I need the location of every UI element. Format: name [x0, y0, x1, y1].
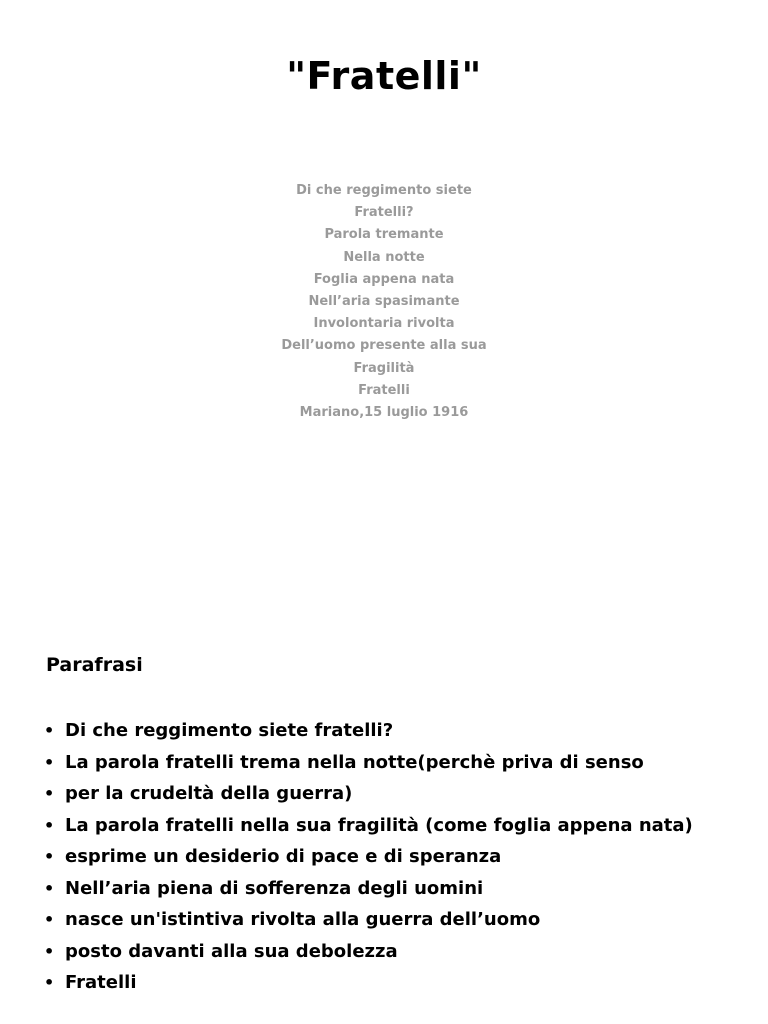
- parafrasi-heading: Parafrasi: [46, 654, 143, 676]
- list-item: [44, 904, 744, 936]
- poem-line: Dell’uomo presente alla sua: [281, 338, 487, 354]
- bullet-icon: •: [44, 941, 55, 961]
- bullet-icon: •: [44, 878, 55, 898]
- list-item-text: posto davanti alla sua debolezza: [65, 940, 398, 962]
- bullet-icon: •: [44, 973, 55, 992]
- poem-line: Fragilità: [353, 360, 415, 376]
- poem-line: Di che reggimento siete: [296, 183, 472, 198]
- poem-line: Foglia appena nata: [313, 271, 455, 287]
- bullet-icon: •: [44, 784, 55, 803]
- list-item-text: esprime un desiderio di pace e di speranza: [65, 846, 502, 867]
- list-item-text: nasce un'istintiva rivolta alla guerra dell’uomo: [65, 909, 541, 930]
- list-item-text: Nell’aria piena di sofferenza degli uomini: [65, 877, 484, 899]
- bullet-icon: •: [44, 815, 55, 835]
- poem-line: Parola tremante: [324, 227, 444, 243]
- list-item: [44, 810, 744, 842]
- parafrasi-list: [44, 715, 744, 999]
- list-item-text: Fratelli: [65, 972, 137, 993]
- poem-line: Nella notte: [343, 249, 425, 265]
- bullet-icon: •: [44, 910, 55, 929]
- list-item: [44, 747, 744, 779]
- bullet-icon: •: [44, 847, 55, 866]
- poem-line: Fratelli: [358, 382, 410, 398]
- page-title: "Fratelli": [286, 54, 482, 98]
- list-item-text: La parola fratelli nella sua fragilità (come foglia appena nata): [65, 814, 693, 836]
- list-item: [44, 715, 744, 747]
- list-item-text: per la crudeltà della guerra): [65, 783, 353, 804]
- list-item: [44, 873, 744, 905]
- poem-line: Fratelli?: [354, 205, 414, 221]
- poem-line: Nell’aria spasimante: [308, 293, 460, 309]
- list-item-text: La parola fratelli trema nella notte(perchè priva di senso: [65, 751, 644, 773]
- bullet-icon: •: [44, 752, 55, 772]
- poem-line: Involontaria rivolta: [313, 316, 455, 332]
- list-item: [44, 967, 744, 999]
- poem-block: [0, 180, 768, 424]
- list-item: [44, 778, 744, 810]
- list-item-text: Di che reggimento siete fratelli?: [65, 720, 394, 741]
- bullet-icon: •: [44, 721, 55, 740]
- list-item: [44, 841, 744, 873]
- list-item: [44, 936, 744, 968]
- poem-date-line: Mariano,15 luglio 1916: [299, 404, 469, 420]
